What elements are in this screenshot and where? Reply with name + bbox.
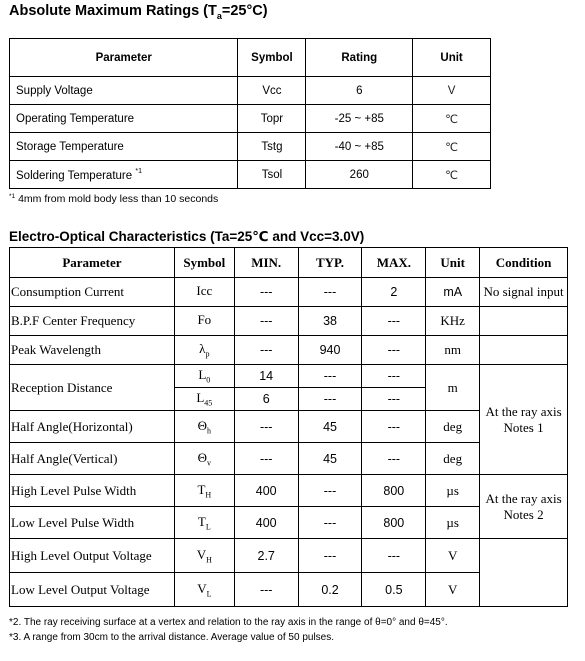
cell-max: --- [362, 388, 426, 411]
abs-max-footnote: $^{*1}$ 4mm from mold body less than 10 seconds [9, 193, 219, 205]
cell-unit: m [426, 365, 480, 411]
cell-max: --- [362, 336, 426, 365]
header-min: MIN. [234, 248, 298, 278]
header-typ: TYP. [298, 248, 362, 278]
cell-symbol: Vcc [238, 77, 306, 105]
cell-symbol: $\lambda_p$ [174, 336, 234, 365]
cell-parameter: Peak Wavelength [10, 336, 175, 365]
table-row [10, 133, 491, 161]
cell-symbol: Icc [174, 278, 234, 307]
cell-rating: -40 ~ +85 [306, 133, 413, 161]
footnote-2: *2. The ray receiving surface at a vertex and relation to the ray axis in the range of θ=0° and θ=45°. [9, 617, 448, 628]
electro-optical-title: Electro-Optical Characteristics (Ta=25℃ and Vcc=3.0V) [9, 229, 365, 244]
cell-min: 400 [234, 507, 298, 539]
cell-unit: µs [426, 475, 480, 507]
cell-max: --- [362, 411, 426, 443]
cell-parameter: Consumption Current [10, 278, 175, 307]
cell-parameter: High Level Pulse Width [10, 475, 175, 507]
table-header-row [10, 39, 491, 77]
cell-min: --- [234, 307, 298, 336]
cell-max: 0.5 [362, 573, 426, 607]
footnotes [9, 615, 448, 645]
cell-unit: V [426, 539, 480, 573]
cell-min: 2.7 [234, 539, 298, 573]
table-row [10, 105, 491, 133]
cell-typ: 940 [298, 336, 362, 365]
cell-unit: V [413, 77, 491, 105]
header-condition: Condition [480, 248, 568, 278]
cell-parameter: Low Level Output Voltage [10, 573, 175, 607]
cell-min: 6 [234, 388, 298, 411]
cell-parameter: Operating Temperature [10, 105, 238, 133]
header-symbol: Symbol [174, 248, 234, 278]
table-row [10, 475, 568, 507]
cell-unit: KHz [426, 307, 480, 336]
cell-symbol: $V_H$ [174, 539, 234, 573]
cell-symbol: $V_L$ [174, 573, 234, 607]
cell-symbol: $L_0$ [174, 365, 234, 388]
cell-symbol: $T_H$ [174, 475, 234, 507]
table-row [10, 336, 568, 365]
cell-max: 2 [362, 278, 426, 307]
cell-unit: nm [426, 336, 480, 365]
cell-symbol: $\Theta_h$ [174, 411, 234, 443]
cell-max: --- [362, 365, 426, 388]
cell-unit: deg [426, 411, 480, 443]
cell-parameter: Low Level Pulse Width [10, 507, 175, 539]
abs-max-table [9, 38, 491, 189]
cell-min: 14 [234, 365, 298, 388]
cell-parameter: Storage Temperature [10, 133, 238, 161]
cell-unit: µs [426, 507, 480, 539]
cell-symbol: Tstg [238, 133, 306, 161]
cell-typ: 45 [298, 411, 362, 443]
cell-min: --- [234, 278, 298, 307]
cell-condition-empty [480, 336, 568, 365]
cell-max: 800 [362, 475, 426, 507]
table-row [10, 307, 568, 336]
header-unit: Unit [426, 248, 480, 278]
table-row [10, 539, 568, 573]
cell-unit: V [426, 573, 480, 607]
cell-unit: deg [426, 443, 480, 475]
cell-condition-empty [480, 539, 568, 607]
cell-symbol: Tsol [238, 161, 306, 189]
electro-optical-table [9, 247, 568, 607]
cell-symbol: $\Theta_v$ [174, 443, 234, 475]
cell-max: --- [362, 539, 426, 573]
cell-typ: --- [298, 507, 362, 539]
cell-parameter: Half Angle(Vertical) [10, 443, 175, 475]
table-row [10, 161, 491, 189]
cell-min: --- [234, 336, 298, 365]
cell-unit: ℃ [413, 161, 491, 189]
cell-typ: 0.2 [298, 573, 362, 607]
table-row [10, 365, 568, 388]
header-max: MAX. [362, 248, 426, 278]
table-header-row [10, 248, 568, 278]
cell-symbol: $L_{45}$ [174, 388, 234, 411]
cell-unit: mA [426, 278, 480, 307]
cell-condition: No signal input [480, 278, 568, 307]
cell-condition: At the ray axis Notes 1 [480, 365, 568, 475]
header-parameter: Parameter [10, 248, 175, 278]
cell-rating: 6 [306, 77, 413, 105]
cell-parameter: Half Angle(Horizontal) [10, 411, 175, 443]
cell-max: --- [362, 307, 426, 336]
cell-typ: --- [298, 278, 362, 307]
cell-typ: --- [298, 475, 362, 507]
header-parameter: Parameter [10, 39, 238, 77]
footnote-3: *3. A range from 30cm to the arrival distance. Average value of 50 pulses. [9, 632, 335, 643]
cell-typ: --- [298, 388, 362, 411]
cell-min: 400 [234, 475, 298, 507]
cell-rating: 260 [306, 161, 413, 189]
footnote-mark: *1 [135, 167, 142, 175]
cell-unit: ℃ [413, 105, 491, 133]
table-row [10, 77, 491, 105]
cell-condition: At the ray axis Notes 2 [480, 475, 568, 539]
cell-symbol: $T_L$ [174, 507, 234, 539]
cell-max: --- [362, 443, 426, 475]
cell-unit: ℃ [413, 133, 491, 161]
cell-typ: 45 [298, 443, 362, 475]
cell-parameter: B.P.F Center Frequency [10, 307, 175, 336]
cell-rating: -25 ~ +85 [306, 105, 413, 133]
header-rating: Rating [306, 39, 413, 77]
header-symbol: Symbol [238, 39, 306, 77]
cell-parameter: Soldering Temperature $^{*1}$ [10, 161, 238, 189]
cell-symbol: Topr [238, 105, 306, 133]
cell-min: --- [234, 411, 298, 443]
cell-min: --- [234, 573, 298, 607]
abs-max-title: Absolute Maximum Ratings $(T_a=25^\circ C)$ [9, 3, 268, 21]
cell-max: 800 [362, 507, 426, 539]
cell-parameter: Reception Distance [10, 365, 175, 411]
cell-symbol: Fo [174, 307, 234, 336]
table-row [10, 278, 568, 307]
cell-typ: --- [298, 365, 362, 388]
cell-typ: 38 [298, 307, 362, 336]
cell-min: --- [234, 443, 298, 475]
cell-parameter: Supply Voltage [10, 77, 238, 105]
cell-parameter: High Level Output Voltage [10, 539, 175, 573]
cell-typ: --- [298, 539, 362, 573]
cell-condition-empty [480, 307, 568, 336]
header-unit: Unit [413, 39, 491, 77]
